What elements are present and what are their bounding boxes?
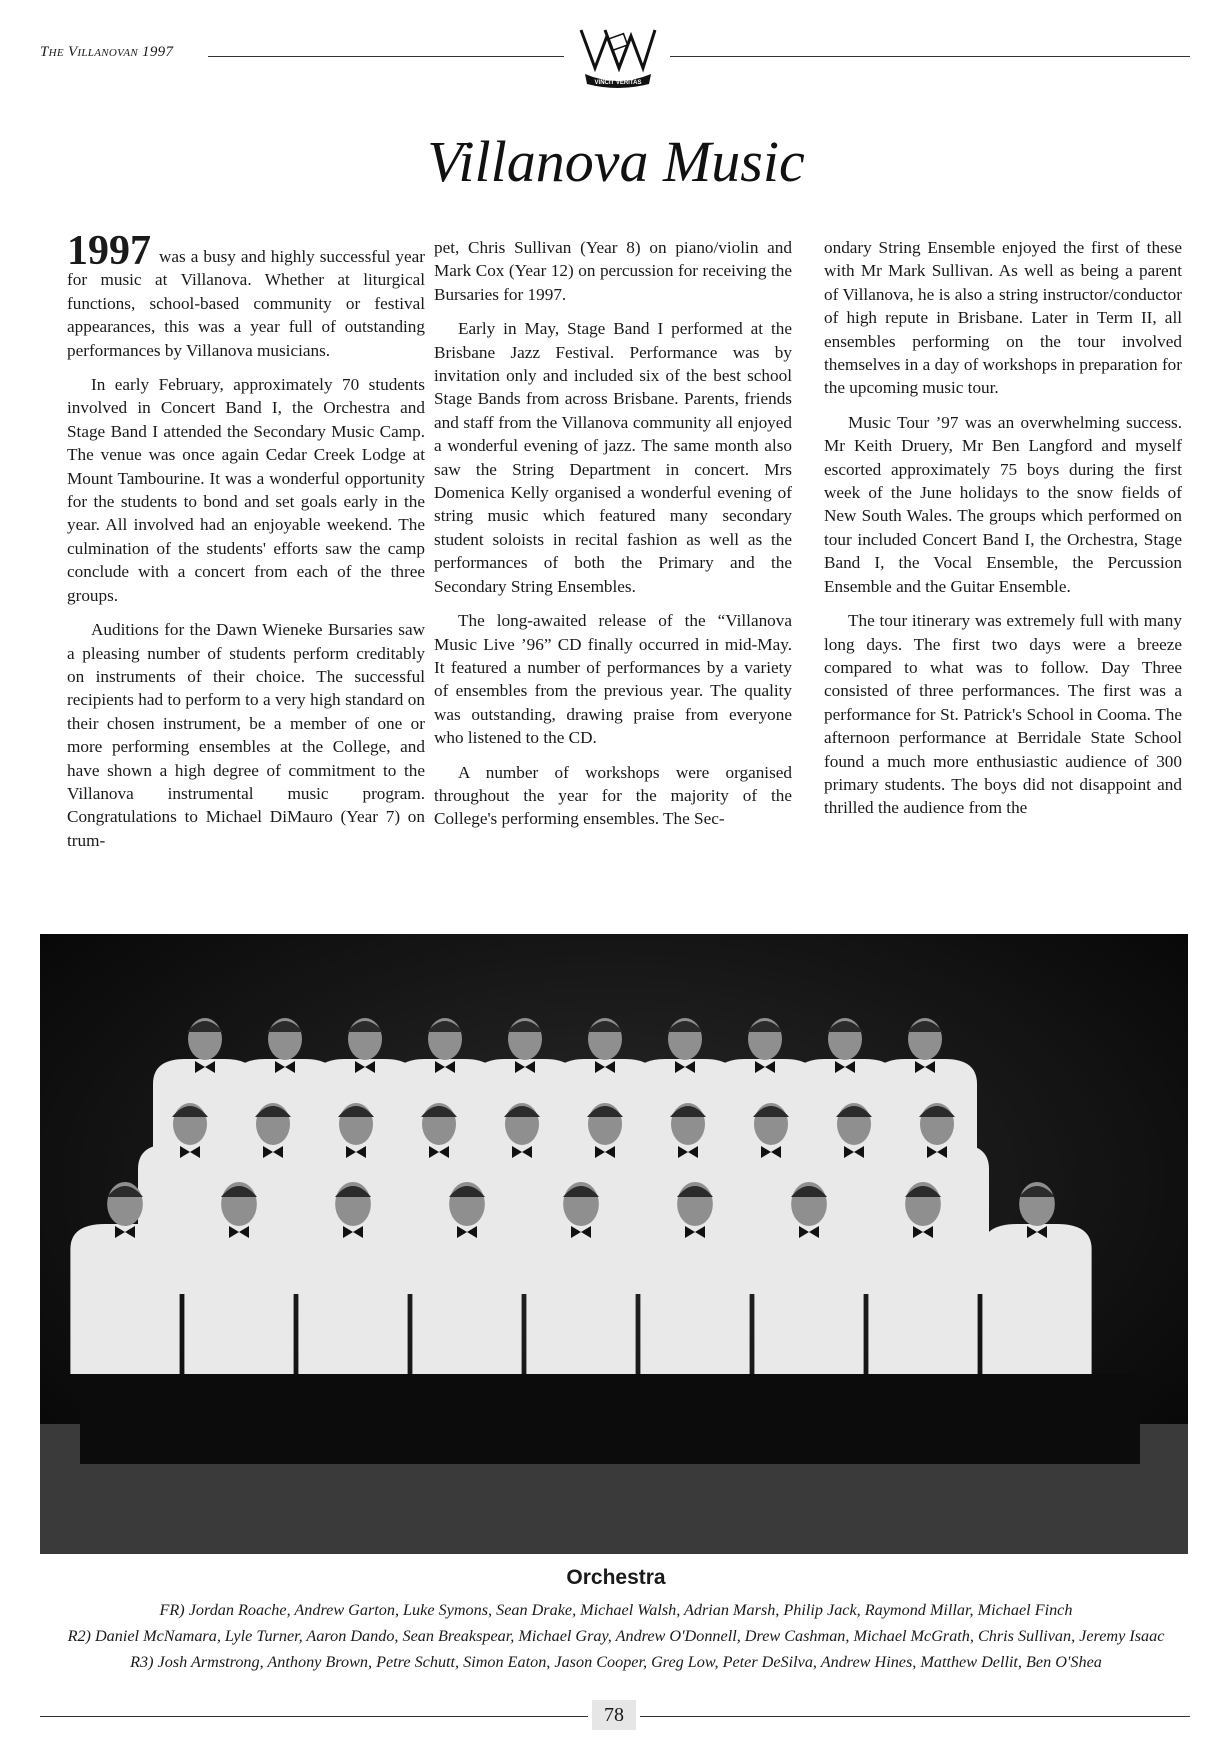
header-rule-right xyxy=(670,56,1190,57)
paragraph: Auditions for the Dawn Wieneke Bursaries saw a pleasing number of students perform creditably on instruments of their choice. The successful recipients had to perform to a very high standard on their chosen instrument, be a member of one or more performing ensembles at the College, and have shown a high degree of commitment to the Villanova instrumental music program. Congratulations to Michael DiMauro (Year 7) on trum- xyxy=(67,620,425,850)
text-column-1 xyxy=(67,228,425,852)
caption-row-2: R2) Daniel McNamara, Lyle Turner, Aaron Dando, Sean Breakspear, Michael Gray, Andrew O'Donnell, Drew Cashman, Michael McGrath, Chris Sullivan, Jeremy Isaac xyxy=(67,1627,1165,1645)
paragraph: pet, Chris Sullivan (Year 8) on piano/violin and Mark Cox (Year 12) on percussion for receiving the Bursaries for 1997. xyxy=(434,238,792,304)
running-header xyxy=(40,44,173,61)
paragraph: The tour itinerary was extremely full with many long days. The first two days were a breeze compared to what was to follow. Day Three consisted of three performances. The first was a performance for St. Patrick's School in Cooma. The afternoon performance at Berridale State School found a much more enthusiastic audience of 300 primary students. The boys did not disappoint and thrilled the audience from the xyxy=(824,611,1182,818)
footer-rule-left xyxy=(40,1716,588,1717)
publication-title: The Villanovan xyxy=(40,44,138,60)
photo-caption-title: Orchestra xyxy=(566,1566,666,1589)
header-year: 1997 xyxy=(142,44,174,60)
paragraph: 1997 was a busy and highly successful year for music at Villanova. Whether at liturgical functions, school-based community or festival appearances, this was a year full of outstanding performances by Villanova musicians. xyxy=(67,228,425,360)
paragraph: The long-awaited release of the “Villanova Music Live ’96” CD finally occurred in mid-May. It featured a number of performances by a variety of ensembles from the previous year. The quality was outstanding, drawing praise from everyone who listened to the CD. xyxy=(434,611,792,748)
page-number: 78 xyxy=(592,1700,636,1730)
paragraph: ondary String Ensemble enjoyed the first of these with Mr Mark Sullivan. As well as being a parent of Villanova, he is also a string instructor/conductor of high repute in Brisbane. Later in Term II, all ensembles performing on the tour involved themselves in a day of workshops in preparation for the upcoming music tour. xyxy=(824,238,1182,398)
header-rule-left xyxy=(208,56,564,57)
footer-rule-right xyxy=(640,1716,1190,1717)
crest-motto: VINCIT VERITAS xyxy=(594,80,642,86)
paragraph: A number of workshops were organised throughout the year for the majority of the College's performing ensembles. The Sec- xyxy=(434,762,792,829)
paragraph: In early February, approximately 70 students involved in Concert Band I, the Orchestra and Stage Band I attended the Secondary Music Camp. The venue was once again Cedar Creek Lodge at Mount Tambourine. It was a wonderful opportunity for the students to bond and set goals early in the year. All involved had an enjoyable weekend. The culmination of the students' efforts saw the camp conclude with a concert from each of the three groups. xyxy=(67,375,425,605)
orchestra-group-photo xyxy=(40,934,1188,1554)
caption-front-row: FR) Jordan Roache, Andrew Garton, Luke Symons, Sean Drake, Michael Walsh, Adrian Marsh, Philip Jack, Raymond Millar, Michael Finch xyxy=(159,1601,1073,1619)
front-row-legs xyxy=(80,1374,1140,1464)
article-title: Villanova Music xyxy=(427,129,805,194)
school-crest-logo xyxy=(577,22,659,88)
text-column-2 xyxy=(434,236,792,831)
paragraph: Music Tour ’97 was an overwhelming success. Mr Keith Druery, Mr Ben Langford and myself escorted approximately 75 boys during the first week of the June holidays to the snow fields of New South Wales. The groups which performed on tour included Concert Band I, the Orchestra, Stage Band I, the Vocal Ensemble, the Percussion Ensemble and the Guitar Ensemble. xyxy=(824,412,1182,596)
text-column-3 xyxy=(824,236,1182,820)
lead-year: 1997 xyxy=(67,228,151,274)
caption-row-3: R3) Josh Armstrong, Anthony Brown, Petre Schutt, Simon Eaton, Jason Cooper, Greg Low, Peter DeSilva, Andrew Hines, Matthew Dellit, Ben O'Shea xyxy=(130,1653,1102,1671)
paragraph: Early in May, Stage Band I performed at the Brisbane Jazz Festival. Performance was by invitation only and included six of the best school Stage Bands from across Brisbane. Parents, friends and staff from the Villanova community all enjoyed a wonderful evening of jazz. The same month also saw the String Department in concert. Mrs Domenica Kelly organised a wonderful evening of string music which featured many secondary student soloists in recital fashion as well as the performances of both the Primary and the Secondary String Ensembles. xyxy=(434,319,792,596)
